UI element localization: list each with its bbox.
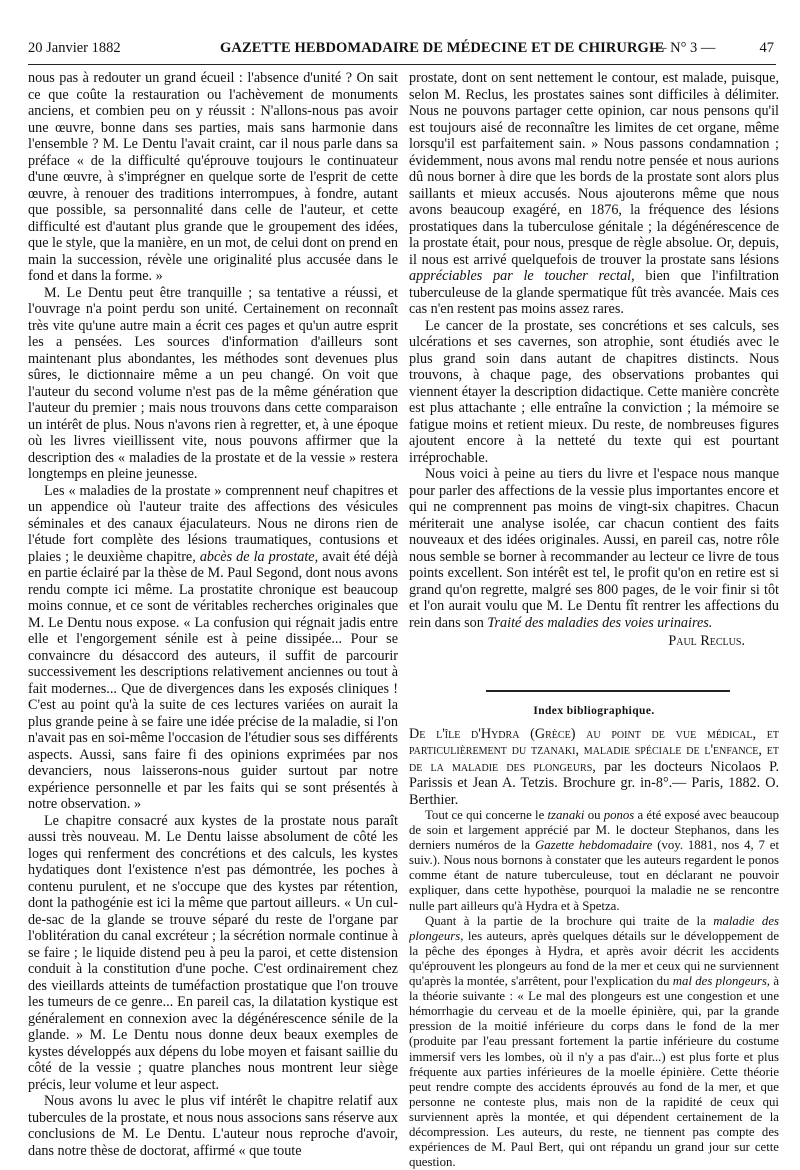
text-run: a été exposé avec beaucoup de soin et largement apprécié par M. le docteur Stephanos, dans les derniers numéros de la bbox=[409, 808, 779, 853]
text-run: (voy. 1881, nos 4, 7 et suiv.). Nous nous bornons à constater que les auteurs regardent le ponos comme étant de nature tuberculeuse, tout en déclarant ne pouvoir expliquer, dans cette hypothèse, pourquoi la maladie ne se rencontre nulle part ailleurs qu'à Hydra et à Spetza. bbox=[409, 838, 779, 913]
text-run: prostate, dont on sent nettement le contour, est malade, puisque, selon M. Reclus, les prostates saines sont difficiles à délimiter. Nous ne pouvons partager cette opinion, car nous pensons qu'il est toujours aisé de reconnaître les limites de cet organe, même lorsqu'il est parfaitement sain. » Nous passons condamnation ; évidemment, nous avons mal rendu notre pensée et nous aurions dû nous borner à dire que les bords de la prostate sont alors plus saillants et mieux accusés. Nous ajouterons même que nous avons beaucoup exagéré, en 1876, la fréquence des lésions prostatiques dans la tuberculose génitale ; la dégénérescence de la prostate était, pour nous, presque de règle absolue. Or, depuis, il nous est arrivé quelquefois de trouver la prostate sans lésions bbox=[409, 70, 779, 268]
paragraph bbox=[409, 914, 779, 1170]
section-divider bbox=[486, 690, 730, 692]
italic-run: Gazette hebdomadaire bbox=[534, 838, 653, 853]
paragraph: Le cancer de la prostate, ses concrétions et ses calculs, ses ulcérations et ses cavernes, son atrophie, sont étudiés avec le plus grand soin dans autant de chapitres distincts. Nous trouvons, à chaque page, des observations probantes qui viennent étayer la description didactique. Cette manière concrète est plus attachante ; elle entraîne la conviction ; la mémoire se fatigue moins et retient mieux. Du reste, de nombreuses figures ajoutent encore à la netteté du texte qui est pourtant irréprochable. bbox=[409, 317, 779, 466]
italic-run: mal des plongeurs, bbox=[672, 974, 771, 989]
bibliographic-reference bbox=[409, 726, 779, 809]
text-run: Quant à la partie de la brochure qui traite de la bbox=[425, 913, 706, 928]
text-run: bien que l'infiltration tuberculeuse de la glande spermatique fût très avancée. Mais ces cas n'en restent pas moins assez rares. bbox=[409, 268, 779, 317]
header-issue-number: — N° 3 — bbox=[652, 40, 716, 56]
text-run: Nous voici à peine au tiers du livre et l'espace nous manque pour parler des affections de la vessie plus importantes encore et qui ne comprennent pas moins de vingt-six chapitres. Chacun mériterait une analyse isolée, car chacun contient des faits nouveaux et des idées originales. Aussi, en pareil cas, notre rôle nous semble se borner à recommander au lecteur ce livre de tous points excellent. Son intérêt est tel, le profit qu'on en retire est si grand qu'on regrette, malgré ses 800 pages, de le voir finir si tôt et l'on aurait voulu que M. Le Dentu fît rentrer les affections du rein dans son bbox=[409, 466, 779, 631]
paragraph: nous pas à redouter un grand écueil : l'absence d'unité ? On sait ce que coûte la restauration ou l'achèvement de monuments anciens, et combien peu on y réussit : N'allons-nous pas avoir une œuvre, bonne dans ses parties, mais sans harmonie dans l'ensemble ? M. Le Dentu l'avait craint, car il nous parle dans sa préface « de la difficulté qu'éprouve toujours le continuateur d'une œuvre, à s'imprégner en quelque sorte de l'esprit de cette œuvre, à renouer des traditions interrompues, à fondre, autant que possible, sa personnalité dans celle de l'auteur, et cette difficulté est d'autant plus grande que le groupement des idées, que le style, que la manière, en un mot, de celui dont on prend en main la succession, révèle une originalité plus accusée dans le fond et dans la forme. » bbox=[28, 70, 398, 284]
header-rule bbox=[28, 64, 776, 65]
text-run: avait été déjà en partie éclairé par la thèse de M. Paul Segond, dont nous avons rendu compte ici même. La prostatite chronique est beaucoup moins connue, et ce sont de véritables recherches originales que M. Le Dentu nous expose. « La confusion qui régnait jadis entre elle et l'engorgement sénile est à peine dissipée... Pour se convaincre du désaccord des auteurs, il suffit de parcourir successivement les descriptions relativement anciennes ou tout à fait modernes... Que de divergences dans les exposés cliniques ! C'est au point qu'à la suite de ces lectures variées on aurait la plus grande peine à se faire une idée précise de la maladie, si l'on n'avait pas en soi-même l'occasion de l'étudier sous ses différents aspects. Aussi, sans faire fi des opinions exprimées par nos devanciers, nous laisserons-nous guider surtout par notre expérience personnelle et par les faits qui se sont présentés à notre observation. » bbox=[28, 548, 398, 812]
paragraph bbox=[409, 466, 779, 631]
italic-run: Traité des maladies des voies urinaires. bbox=[487, 614, 713, 631]
reference-authors: par les docteurs Nicolaos P. Parissis et Jean A. Tetzis. Brochure gr. in-8°.— Paris, 1882. O. Berthier. bbox=[409, 758, 779, 808]
text-run: Les « maladies de la prostate » comprennent neuf chapitres et un appendice où l'auteur traite des affections des vésicules séminales et des canaux éjaculateurs. Nous ne dirons rien de l'étude fort complète des lésions traumatiques, contusions et plaies ; le deuxième chapitre, bbox=[28, 482, 398, 565]
italic-run: appréciables par le toucher rectal, bbox=[409, 268, 635, 284]
paragraph bbox=[409, 808, 779, 914]
text-run: les auteurs, après quelques détails sur le développement de la pêche des éponges à Hydra, et après avoir décrit les accidents qu'éprouvent les plongeurs au fond de la mer et ceux qui ne surviennent qu'après la montée, s'arrêtent, pour l'explication du bbox=[409, 928, 779, 989]
header-page-number: 47 bbox=[759, 40, 774, 56]
italic-run: ponos bbox=[603, 808, 635, 822]
running-header bbox=[28, 40, 774, 62]
author-signature: Paul Reclus. bbox=[668, 633, 745, 649]
paragraph: Nous avons lu avec le plus vif intérêt le chapitre relatif aux tubercules de la prostate, et nous nous associons sans réserve aux conclusions de M. Le Dentu. L'auteur nous reproche d'avoir, dans notre thèse de doctorat, affirmé « que toute bbox=[28, 1093, 398, 1159]
header-journal-title: GAZETTE HEBDOMADAIRE DE MÉDECINE ET DE CHIRURGIE bbox=[220, 40, 665, 56]
paragraph: Le chapitre consacré aux kystes de la prostate nous paraît aussi très nouveau. M. Le Dentu laisse absolument de côté les loges qui renferment des concrétions et des calculs, les kystes hydatiques dont l'existence n'est pas démontrée, les poches à contenu purulent, et ne s'occupe que des kystes par rétention, dont la pathogénie est ici la même que partout ailleurs. « Un cul-de-sac de la glande se trouve séparé du reste de l'organe par l'oblitération du canal excréteur ; la sécrétion normale continue à se faire ; le liquide distend peu à peu la paroi, et cette distension conduit à la constitution d'une poche. C'est ordinairement chez des vieillards atteints de tuméfaction prostatique que l'on trouve les tumeurs de ce genre... En pareil cas, la dilatation kystique est généralement en connexion avec la dégénérescence sénile de la glande. » M. Le Dentu nous donne deux beaux exemples de kystes développés aux dépens du lobe moyen et faisant saillie du côté de la vessie ; quatre planches nous montrent leur siège précis, leur volume et leur aspect. bbox=[28, 812, 398, 1093]
paragraph bbox=[28, 483, 398, 813]
text-run: ou bbox=[587, 808, 601, 822]
italic-run: maladie des plongeurs, bbox=[409, 913, 779, 943]
header-date: 20 Janvier 1882 bbox=[28, 40, 121, 56]
index-heading: Index bibliographique. bbox=[533, 704, 655, 717]
right-column bbox=[409, 70, 779, 1170]
text-run: Tout ce qui concerne le bbox=[425, 808, 545, 822]
reference-title: De l'île d'Hydra (Grèce) au point de vue médical, et particulièrement du tzanaki, maladie spéciale de l'enfance, et de la maladie des plongeurs, bbox=[409, 725, 779, 775]
paragraph: M. Le Dentu peut être tranquille ; sa tentative a réussi, et l'ouvrage n'a point perdu son unité. Certainement on reconnaît très vite qu'une autre main a écrit ces pages et qu'un autre esprit les a pensées. Les sources d'information d'ailleurs sont maintenant plus abondantes, les méthodes sont devenues plus sûres, le dictionnaire même a un peu changé. On voit que l'auteur du second volume n'est pas de la même génération que l'auteur du premier ; mais nous trouvons dans cette comparaison un intérêt de plus. Nous n'avons rien à regretter, et, à une époque où les livres vieillissent vite, nous pouvons affirmer que la description des « maladies de la prostate et de la vessie » restera longtemps en pleine jeunesse. bbox=[28, 284, 398, 482]
left-column bbox=[28, 70, 398, 1159]
italic-run: abcès de la prostate, bbox=[199, 548, 319, 565]
paragraph bbox=[409, 70, 779, 318]
text-run: à la théorie suivante : « Le mal des plongeurs est une congestion et une hémorrhagie du cerveau et de la moelle épinière, qui, par la grande pression de la moitié inférieure du corps dans le fond de la mer (produite par l'eau pressant fortement la partie inférieure du costume immersif vers les lombes, où il n'y a pas d'air...) est plus forte et plus fréquente aux parties inférieures de la moelle épinière. Cette théorie peut rendre compte des accidents éprouvés au fond de la mer, et que personne ne conteste plus, mais non de la rapidité de ceux qui surviennent après la montée, et qui dépendent certainement de la décompression. Les auteurs, du reste, ne tiennent pas compte des expériences de M. Paul Bert, qui ont répandu un grand jour sur cette question. bbox=[409, 974, 779, 1170]
italic-run: tzanaki bbox=[547, 808, 585, 822]
